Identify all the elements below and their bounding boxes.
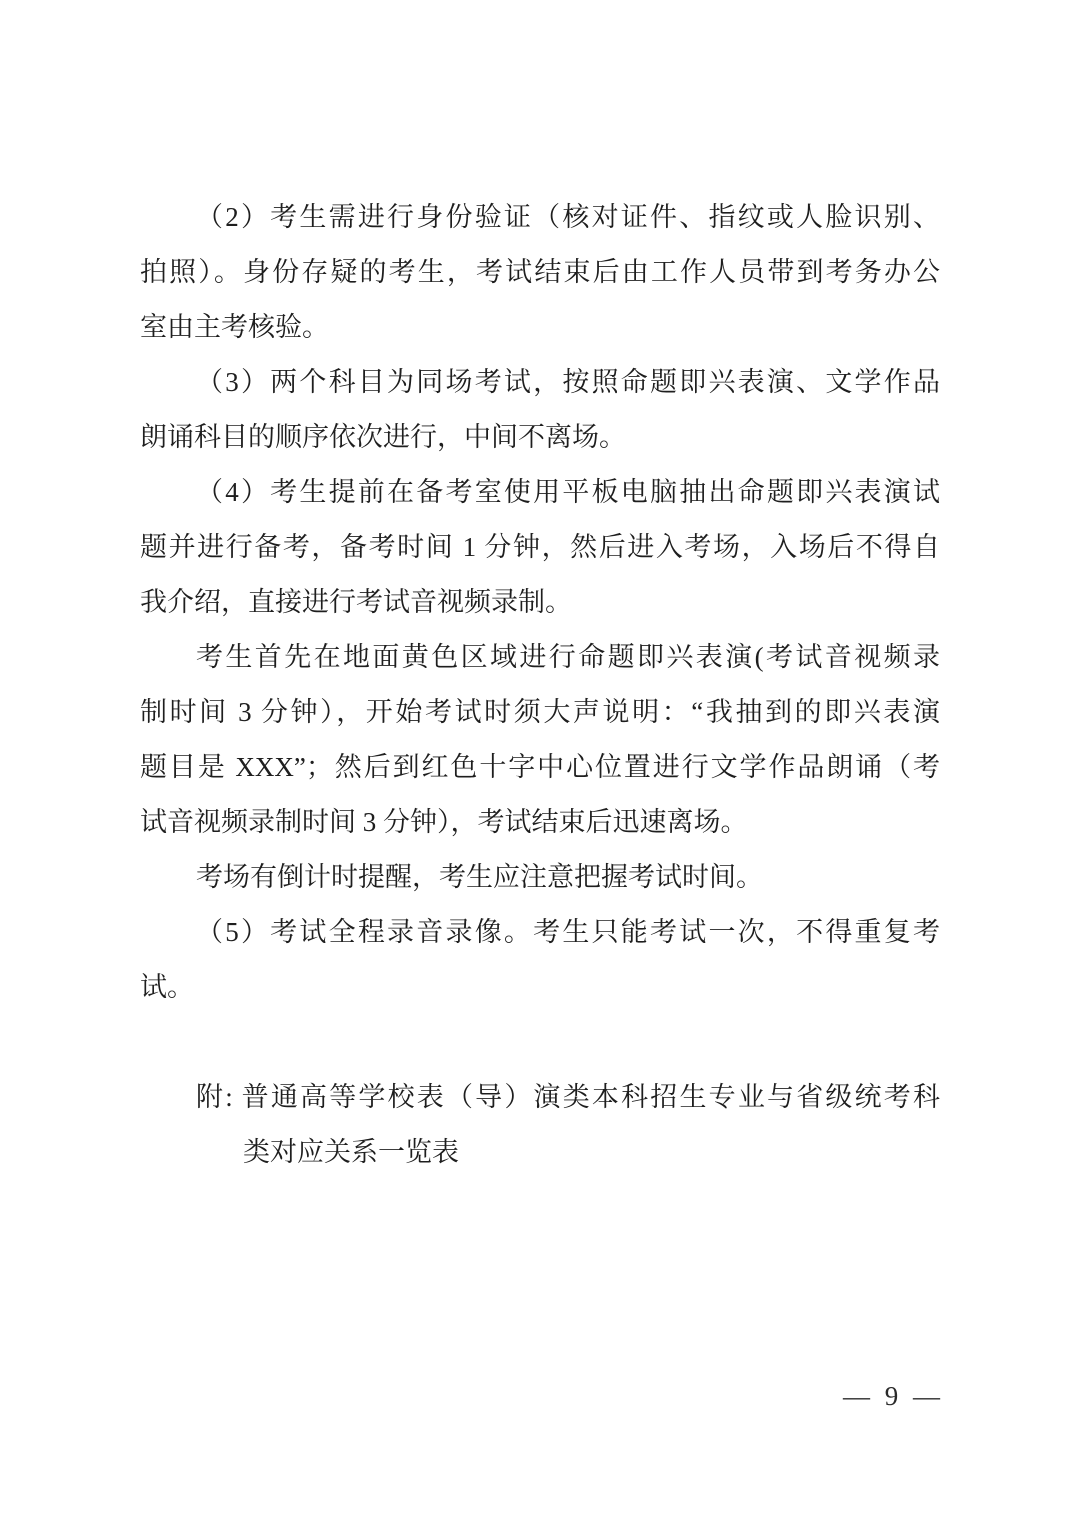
para-4-line-1: （4）考生提前在备考室使用平板电脑抽出命题即兴表演试 bbox=[196, 477, 940, 507]
para-5-line-1: 考生首先在地面黄色区域进行命题即兴表演(考试音视频录 bbox=[196, 642, 940, 672]
para-2-line-1: （2）考生需进行身份验证（核对证件、指纹或人脸识别、 bbox=[196, 202, 940, 232]
para-3-line-1: （3）两个科目为同场考试，按照命题即兴表演、文学作品 bbox=[196, 367, 940, 397]
para-5-line-3: 题目是 XXX”；然后到红色十字中心位置进行文学作品朗诵（考 bbox=[140, 752, 940, 782]
para-2-line-2: 拍照）。身份存疑的考生，考试结束后由工作人员带到考务办公 bbox=[140, 257, 940, 287]
para-7-line-2: 试。 bbox=[140, 972, 194, 1002]
blank-line bbox=[140, 1015, 940, 1070]
para-4-line-3: 我介绍，直接进行考试音视频录制。 bbox=[140, 587, 572, 617]
para-4-line-2: 题并进行备考，备考时间 1 分钟，然后进入考场，入场后不得自 bbox=[140, 532, 940, 562]
page-number: — 9 — bbox=[843, 1381, 940, 1411]
document-body bbox=[140, 190, 940, 1180]
para-7-line-1: （5）考试全程录音录像。考生只能考试一次，不得重复考 bbox=[196, 917, 940, 947]
para-6-line-1: 考场有倒计时提醒，考生应注意把握考试时间。 bbox=[196, 862, 763, 892]
para-3-line-2: 朗诵科目的顺序依次进行，中间不离场。 bbox=[140, 422, 626, 452]
para-2-line-3: 室由主考核验。 bbox=[140, 312, 329, 342]
attachment-note-line-2: 类对应关系一览表 bbox=[243, 1137, 459, 1167]
attachment-note-line-1: 附: 普通高等学校表（导）演类本科招生专业与省级统考科 bbox=[196, 1082, 940, 1112]
para-5-line-4: 试音视频录制时间 3 分钟），考试结束后迅速离场。 bbox=[140, 807, 748, 837]
para-5-line-2: 制时间 3 分钟），开始考试时须大声说明：“我抽到的即兴表演 bbox=[140, 697, 940, 727]
